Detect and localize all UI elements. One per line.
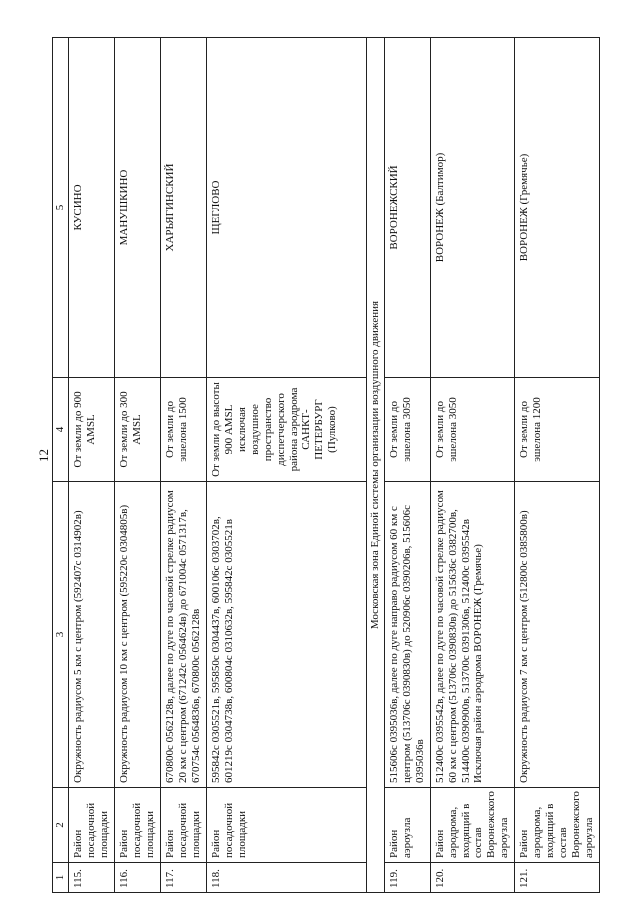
area-boundary: 512400с 0395542в, далее по дуге по часовой стрелке радиусом 60 км с центром (513706с 0390830в) до 515636с 0382700в, 514400с 0390900в, 513700с 0391306в, 512400с 0395542в Исключая район аэродрома ВОРОНЕЖ (Гремячье)	[430, 482, 515, 788]
table-header-row	[53, 38, 69, 893]
zone-name: КУСИНО	[68, 38, 114, 378]
column-header: 4	[53, 378, 69, 482]
area-type: Район посадочной площадки	[68, 788, 114, 863]
altitude-limits: От земли до 900 AMSL	[68, 378, 114, 482]
zone-name: ХАРЬЯГИНСКИЙ	[160, 38, 206, 378]
area-boundary: Окружность радиусом 5 км с центром (592407с 0314902в)	[68, 482, 114, 788]
zone-name: ВОРОНЕЖ (Гремячье)	[515, 38, 600, 378]
area-type: Район посадочной площадки	[114, 788, 160, 863]
table-row	[206, 38, 366, 893]
column-header: 5	[53, 38, 69, 378]
zone-name: ЩЕГЛОВО	[206, 38, 366, 378]
airspace-table	[52, 37, 600, 893]
row-number: 117.	[160, 863, 206, 893]
area-type: Район аэродрома, входящий в состав Воронежского аэроузла	[515, 788, 600, 863]
row-number: 118.	[206, 863, 366, 893]
column-header: 2	[53, 788, 69, 863]
section-title: Московская зона Единой системы организации воздушного движения	[366, 38, 384, 893]
area-boundary: 595842с 0305521в, 595850с 0304437в, 600106с 0303702в, 601219с 0304738в, 600804с 0310632в, 595842с 0305521в	[206, 482, 366, 788]
altitude-limits: От земли до эшелона 3050	[384, 378, 430, 482]
area-boundary: Окружность радиусом 7 км с центром (512800с 0385800в)	[515, 482, 600, 788]
zone-name: ВОРОНЕЖСКИЙ	[384, 38, 430, 378]
row-number: 115.	[68, 863, 114, 893]
row-number: 116.	[114, 863, 160, 893]
table-row	[114, 38, 160, 893]
row-number: 120.	[430, 863, 515, 893]
area-type: Район аэроузла	[384, 788, 430, 863]
area-type: Район посадочной площадки	[206, 788, 366, 863]
column-header: 1	[53, 863, 69, 893]
page-number: 12	[36, 449, 51, 462]
altitude-limits: От земли до эшелона 1500	[160, 378, 206, 482]
zone-name: МАНУШКИНО	[114, 38, 160, 378]
table-row	[430, 38, 515, 893]
area-type: Район посадочной площадки	[160, 788, 206, 863]
airspace-table-page	[52, 37, 596, 893]
row-number: 121.	[515, 863, 600, 893]
area-boundary: Окружность радиусом 10 км с центром (595220с 0304805в)	[114, 482, 160, 788]
altitude-limits: От земли до эшелона 1200	[515, 378, 600, 482]
altitude-limits: От земли до эшелона 3050	[430, 378, 515, 482]
altitude-limits: От земли до высоты 900 AMSL исключая воздушное пространство диспетчерского района аэродрома САНКТ-ПЕТЕРБУРГ (Пулково)	[206, 378, 366, 482]
area-boundary: 670800с 0562128в, далее по дуге по часовой стрелке радиусом 20 км с центром (671242с 0564624в) до 671004с 0571317в, 670754с 0564836в, 670800с 0562128в	[160, 482, 206, 788]
row-number: 119.	[384, 863, 430, 893]
section-row	[366, 38, 384, 893]
area-boundary: 515606с 0395036в, далее по дуге направо радиусом 60 км с центром (513706с 0390830в) до 520906с 0390206в, 515606с 0395036в	[384, 482, 430, 788]
table-row	[160, 38, 206, 893]
area-type: Район аэродрома, входящий в состав Воронежского аэроузла	[430, 788, 515, 863]
table-row	[515, 38, 600, 893]
table-row	[384, 38, 430, 893]
column-header: 3	[53, 482, 69, 788]
zone-name: ВОРОНЕЖ (Балтимор)	[430, 38, 515, 378]
table-row	[68, 38, 114, 893]
altitude-limits: От земли до 300 AMSL	[114, 378, 160, 482]
